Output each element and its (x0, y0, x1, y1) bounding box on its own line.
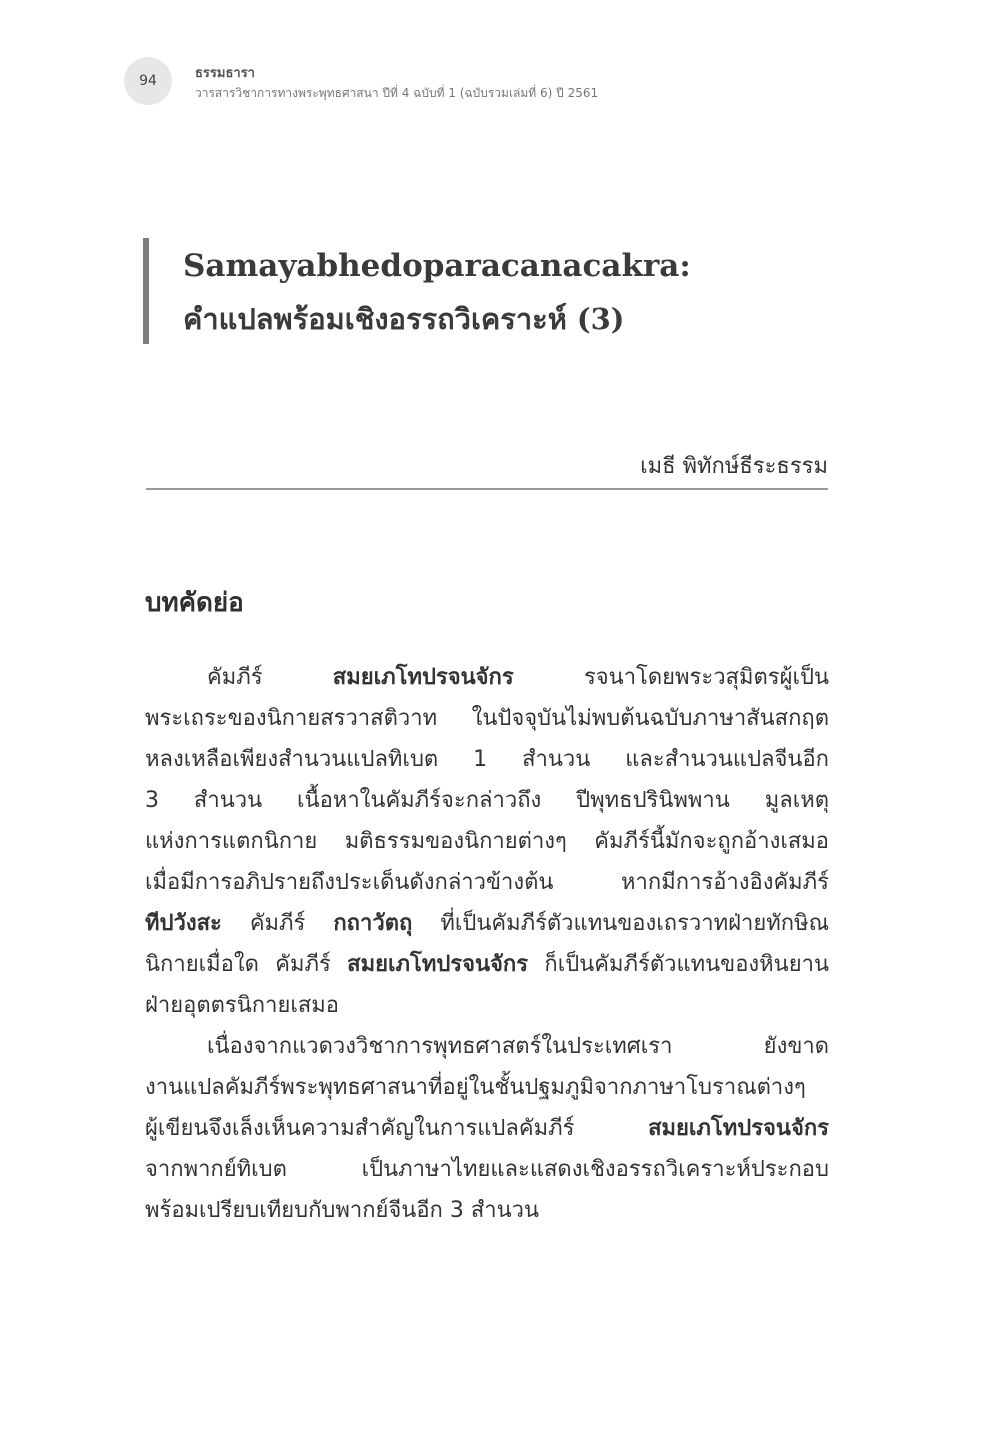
text-segment: คัมภีร์ (207, 665, 333, 690)
text-segment: ที่เป็นคัมภีร์ตัวแทนของเถรวาทฝ่ายทักษิณ (412, 911, 829, 936)
text-segment: นิกายเมื่อใด คัมภีร์ (145, 952, 348, 977)
abstract-line (145, 944, 829, 985)
page-number: 94 (139, 73, 157, 89)
abstract-line (145, 1108, 829, 1149)
text-segment: จากพากย์ทิเบต เป็นภาษาไทยและแสดงเชิงอรรถวิเคราะห์ประกอบ (145, 1157, 829, 1182)
abstract-line (145, 903, 829, 944)
abstract-body (145, 657, 829, 1231)
text-segment: ก็เป็นคัมภีร์ตัวแทนของหินยาน (528, 952, 829, 977)
journal-name: ธรรมธารา (195, 66, 255, 81)
journal-subtitle: วารสารวิชาการทางพระพุทธศาสนา ปีที่ 4 ฉบับที่ 1 (ฉบับรวมเล่มที่ 6) ปี 2561 (195, 86, 599, 100)
abstract-line (145, 1149, 829, 1190)
abstract-line (145, 1190, 829, 1231)
abstract-line (145, 862, 829, 903)
article-title-line2: คำแปลพร้อมเชิงอรรถวิเคราะห์ (3) (183, 302, 625, 336)
abstract-line (145, 821, 829, 862)
text-segment: หลงเหลือเพียงสำนวนแปลทิเบต 1 สำนวน และสำนวนแปลจีนอีก (145, 747, 829, 772)
emphasized-text: สมยเภโทปรจนจักร (648, 1116, 829, 1141)
abstract-line (145, 780, 829, 821)
text-segment: งานแปลคัมภีร์พระพุทธศาสนาที่อยู่ในชั้นปฐมภูมิจากภาษาโบราณต่างๆ (145, 1075, 806, 1100)
text-segment: เมื่อมีการอภิปรายถึงประเด็นดังกล่าวข้างต้น หากมีการอ้างอิงคัมภีร์ (145, 870, 829, 895)
author-divider (146, 488, 828, 490)
title-accent-bar (143, 238, 149, 344)
abstract-line (145, 698, 829, 739)
abstract-line (145, 1026, 829, 1067)
text-segment: เนื่องจากแวดวงวิชาการพุทธศาสตร์ในประเทศเรา ยังขาด (207, 1034, 829, 1059)
abstract-line (145, 985, 829, 1026)
emphasized-text: ทีปวังสะ (145, 911, 222, 936)
emphasized-text: สมยเภโทปรจนจักร (332, 665, 514, 690)
author-name: เมธี พิทักษ์ธีระธรรม (640, 454, 828, 479)
abstract-line (145, 657, 829, 698)
text-segment: รจนาโดยพระวสุมิตรผู้เป็น (513, 665, 829, 690)
text-segment: 3 สำนวน เนื้อหาในคัมภีร์จะกล่าวถึง ปีพุทธปรินิพพาน มูลเหตุ (145, 788, 829, 813)
text-segment: พระเถระของนิกายสรวาสติวาท ในปัจจุบันไม่พบต้นฉบับภาษาสันสกฤต (145, 706, 829, 731)
abstract-line (145, 739, 829, 780)
emphasized-text: สมยเภโทปรจนจักร (347, 952, 529, 977)
emphasized-text: กถาวัตถุ (333, 911, 413, 936)
abstract-line (145, 1067, 829, 1108)
article-title-line1: Samayabhedoparacanacakra: (183, 248, 691, 284)
text-segment: แห่งการแตกนิกาย มติธรรมของนิกายต่างๆ คัมภีร์นี้มักจะถูกอ้างเสมอ (145, 829, 829, 854)
text-segment: พร้อมเปรียบเทียบกับพากย์จีนอีก 3 สำนวน (145, 1198, 540, 1223)
page-number-badge (124, 57, 172, 105)
abstract-heading: บทคัดย่อ (145, 588, 244, 618)
text-segment: ผู้เขียนจึงเล็งเห็นความสำคัญในการแปลคัมภีร์ (145, 1116, 649, 1141)
text-segment: ฝ่ายอุตตรนิกายเสมอ (145, 993, 340, 1018)
text-segment: คัมภีร์ (221, 911, 334, 936)
